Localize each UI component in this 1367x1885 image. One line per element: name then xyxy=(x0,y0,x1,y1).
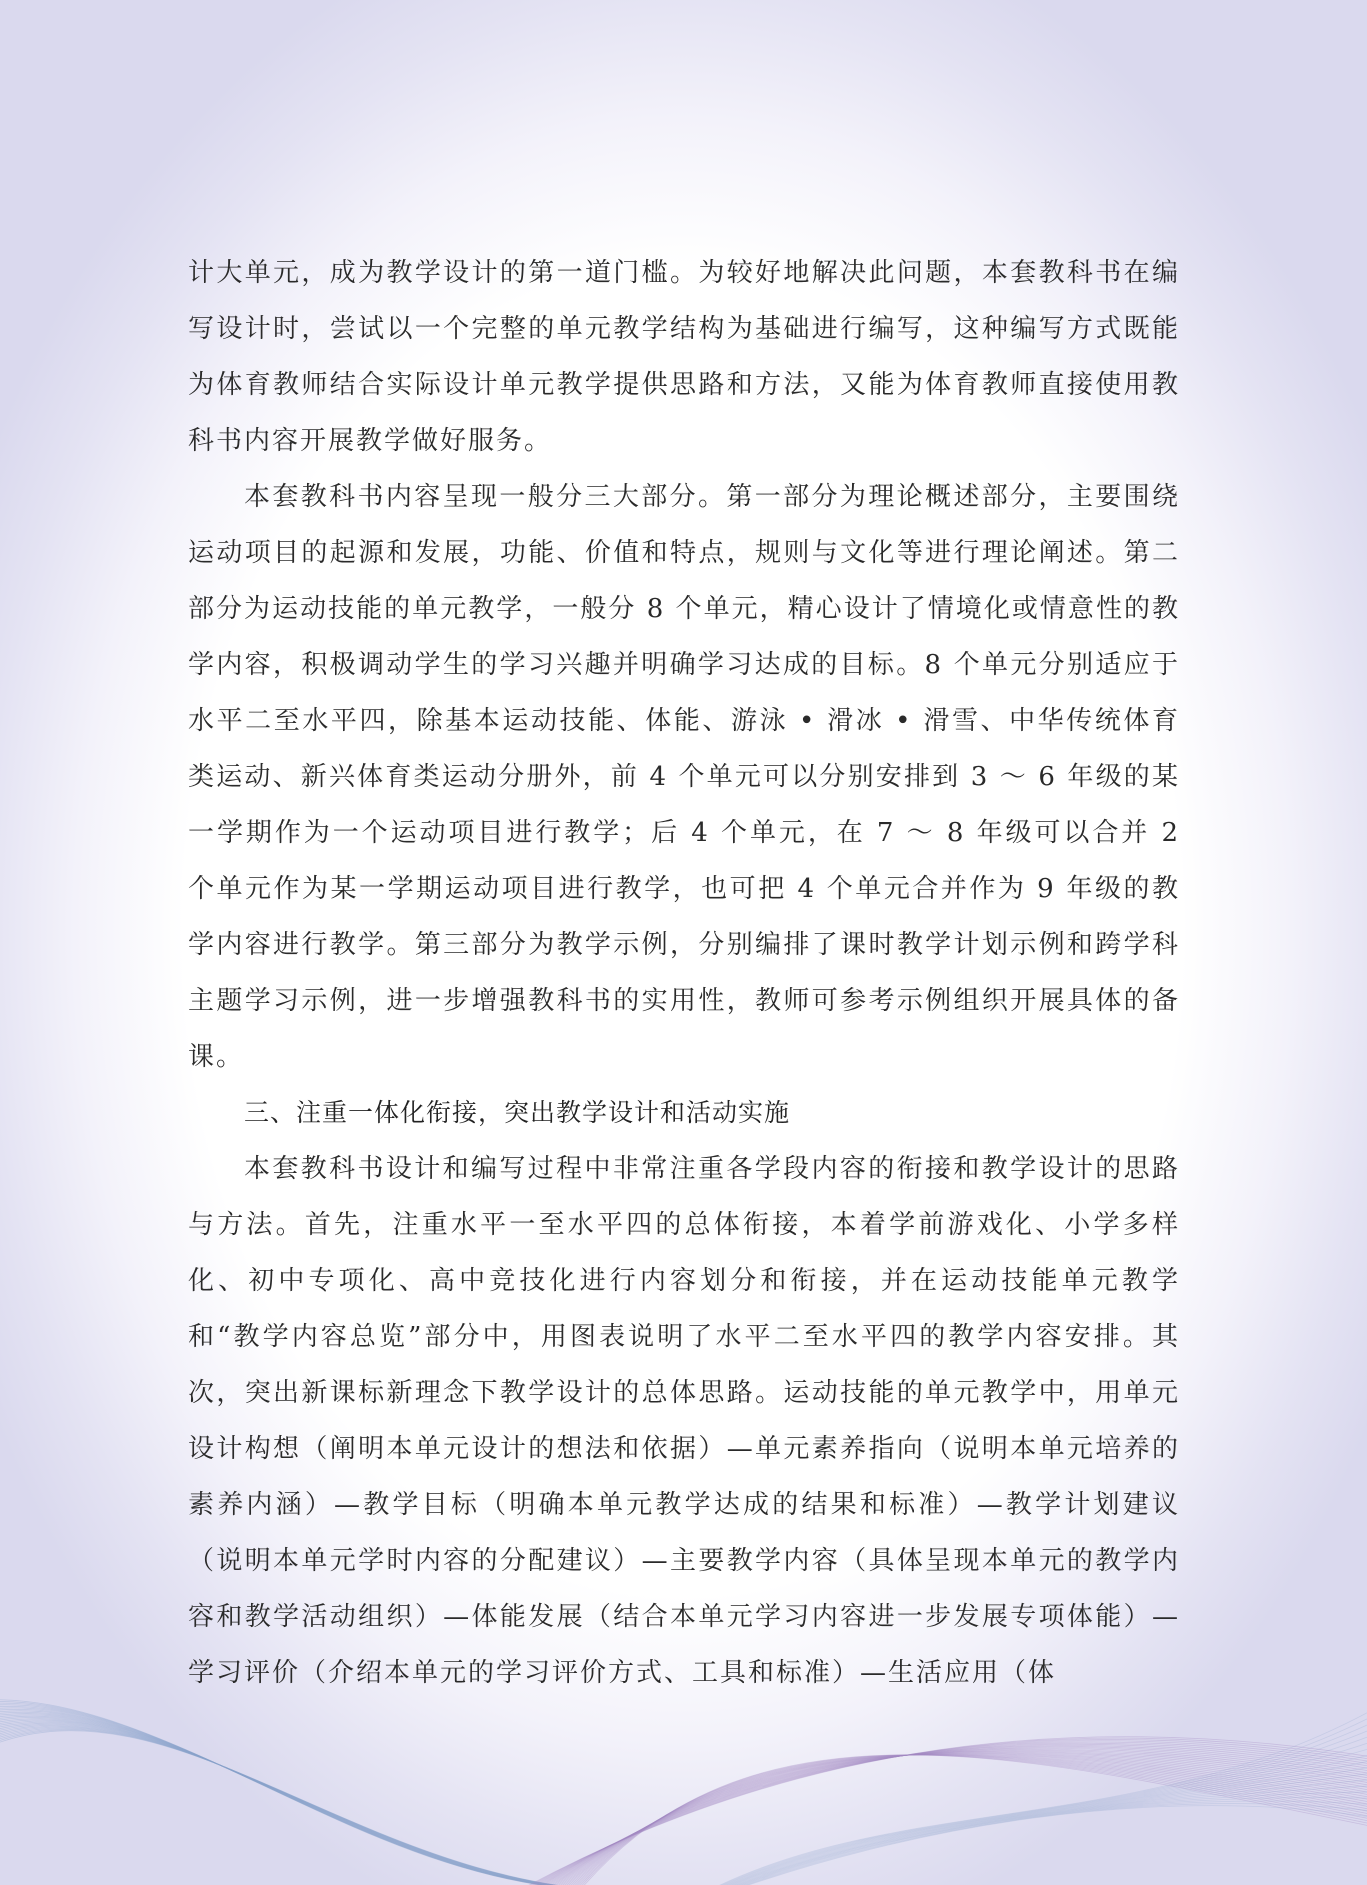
wave-line xyxy=(0,1725,670,1885)
wave-line xyxy=(0,1706,646,1885)
wave-line xyxy=(0,1720,662,1885)
wave-line xyxy=(570,1755,1367,1885)
wave-line xyxy=(0,1717,659,1885)
wave-line xyxy=(547,1750,1367,1885)
wave-line xyxy=(716,1798,1367,1885)
wave-line xyxy=(0,1700,640,1885)
wave-line xyxy=(0,1711,651,1885)
wave-line xyxy=(712,1771,1367,1885)
wave-line xyxy=(0,1729,677,1885)
wave-line xyxy=(0,1709,650,1885)
wave-line xyxy=(714,1785,1367,1885)
wave-line xyxy=(704,1721,1367,1885)
paragraph-integration: 本套教科书设计和编写过程中非常注重各学段内容的衔接和教学设计的思路与方法。首先，注重水平一至水平四的总体衔接，本着学前游戏化、小学多样化、初中专项化、高中竞技化进行内容划分和衔接，并在运动技能单元教学和“教学内容总览”部分中，用图表说明了水平二至水平四的教学内容安排。其次，突出新课标新理念下教学设计的总体思路。运动技能的单元教学中，用单元设计构想（阐明本单元设计的想法和依据）—单元素养指向（说明本单元培养的素养内涵）—教学目标（明确本单元教学达成的结果和标准）—教学计划建议（说明本单元学时内容的分配建议）—主要教学内容（具体呈现本单元的教学内容和教学活动组织）—体能发展（结合本单元学习内容进一步发展专项体能）—学习评价（介绍本单元的学习评价方式、工具和标准）—生活应用（体 xyxy=(188,1154,1180,1688)
wave-line xyxy=(702,1714,1367,1885)
paragraph-structure: 本套教科书内容呈现一般分三大部分。第一部分为理论概述部分，主要围绕运动项目的起源和发展，功能、价值和特点，规则与文化等进行理论阐述。第二部分为运动技能的单元教学，一般分 8 个单元，精心设计了情境化或情意性的教学内容，积极调动学生的学习兴趣并明确学习达成的目标。8 个单元分别适应于水平二至水平四，除基本运动技能、体能、游泳 • 滑冰 • 滑雪、中华传统体育类运动、新兴体育类运动分册外，前 4 个单元可以分别安排到 3 ～ 6 年级的某一学期作为一个运动项目进行教学；后 4 个单元，在 7 ～ 8 年级可以合并 2 个单元作为某一学期运动项目进行教学，也可把 4 个单元合并作为 9 年级的教学内容进行教学。第三部分为教学示例，分别编排了课时教学计划示例和跨学科主题学习示例，进一步增强教科书的实用性，教师可参考示例组织开展具体的备课。 xyxy=(188,482,1180,1072)
wave-line xyxy=(568,1755,1367,1885)
wave-line xyxy=(0,1712,653,1885)
wave-line xyxy=(520,1737,1367,1885)
wave-line xyxy=(557,1753,1367,1885)
wave-line xyxy=(524,1739,1367,1885)
wave-line xyxy=(0,1701,642,1885)
wave-line xyxy=(530,1743,1367,1885)
wave-line xyxy=(0,1727,674,1885)
wave-line xyxy=(0,1731,680,1885)
wave-line xyxy=(706,1735,1367,1885)
wave-line xyxy=(553,1752,1367,1885)
wave-line xyxy=(720,1806,1367,1885)
wave-line xyxy=(0,1716,658,1885)
wave-line xyxy=(534,1745,1367,1885)
wave-line xyxy=(0,1714,654,1885)
wave-line xyxy=(532,1744,1367,1885)
wave-line xyxy=(551,1752,1367,1885)
wave-line xyxy=(537,1746,1367,1885)
wave-line xyxy=(715,1792,1367,1885)
wave-line xyxy=(563,1754,1367,1885)
wave-line xyxy=(0,1705,645,1885)
wave-line xyxy=(561,1754,1367,1885)
wave-line xyxy=(0,1719,661,1885)
wave-line xyxy=(0,1703,643,1885)
wave-line xyxy=(559,1754,1367,1885)
wave-line xyxy=(541,1748,1367,1885)
wave-line xyxy=(539,1747,1367,1885)
wave-line xyxy=(718,1801,1367,1885)
wave-line xyxy=(578,1755,1367,1885)
wave-line xyxy=(0,1715,656,1885)
wave-line xyxy=(707,1742,1367,1885)
wave-line xyxy=(580,1755,1367,1885)
text-block xyxy=(188,245,1180,1701)
wave-line xyxy=(0,1722,666,1885)
wave-line xyxy=(700,1700,1367,1885)
wave-line xyxy=(708,1749,1367,1885)
wave-line xyxy=(0,1723,667,1885)
wave-line xyxy=(543,1749,1367,1885)
wave-line xyxy=(545,1750,1367,1885)
wave-line xyxy=(0,1728,675,1885)
paragraph-continued: 计大单元，成为教学设计的第一道门槛。为较好地解决此问题，本套教科书在编写设计时，尝试以一个完整的单元教学结构为基础进行编写，这种编写方式既能为体育教师结合实际设计单元教学提供思路和方法，又能为体育教师直接使用教科书内容开展教学做好服务。 xyxy=(188,258,1180,456)
wave-line xyxy=(701,1707,1367,1885)
wave-line xyxy=(572,1755,1367,1885)
wave-line xyxy=(576,1755,1367,1885)
wave-line xyxy=(0,1721,664,1885)
wave-line xyxy=(719,1804,1367,1885)
wave-line xyxy=(526,1741,1367,1885)
wave-line xyxy=(705,1728,1367,1885)
wave-line xyxy=(528,1742,1367,1885)
wave-line xyxy=(711,1764,1367,1885)
wave-line xyxy=(555,1753,1367,1885)
wave-line xyxy=(522,1738,1367,1885)
wave-line xyxy=(574,1755,1367,1885)
wave-line xyxy=(549,1751,1367,1885)
wave-line xyxy=(0,1730,678,1885)
wave-line xyxy=(0,1726,672,1885)
section-heading: 三、注重一体化衔接，突出教学设计和活动实施 xyxy=(244,1098,791,1127)
wave-line xyxy=(713,1778,1367,1885)
wave-line xyxy=(709,1756,1367,1885)
wave-line xyxy=(566,1754,1367,1885)
wave-line xyxy=(0,1724,669,1885)
wave-line xyxy=(0,1708,648,1885)
